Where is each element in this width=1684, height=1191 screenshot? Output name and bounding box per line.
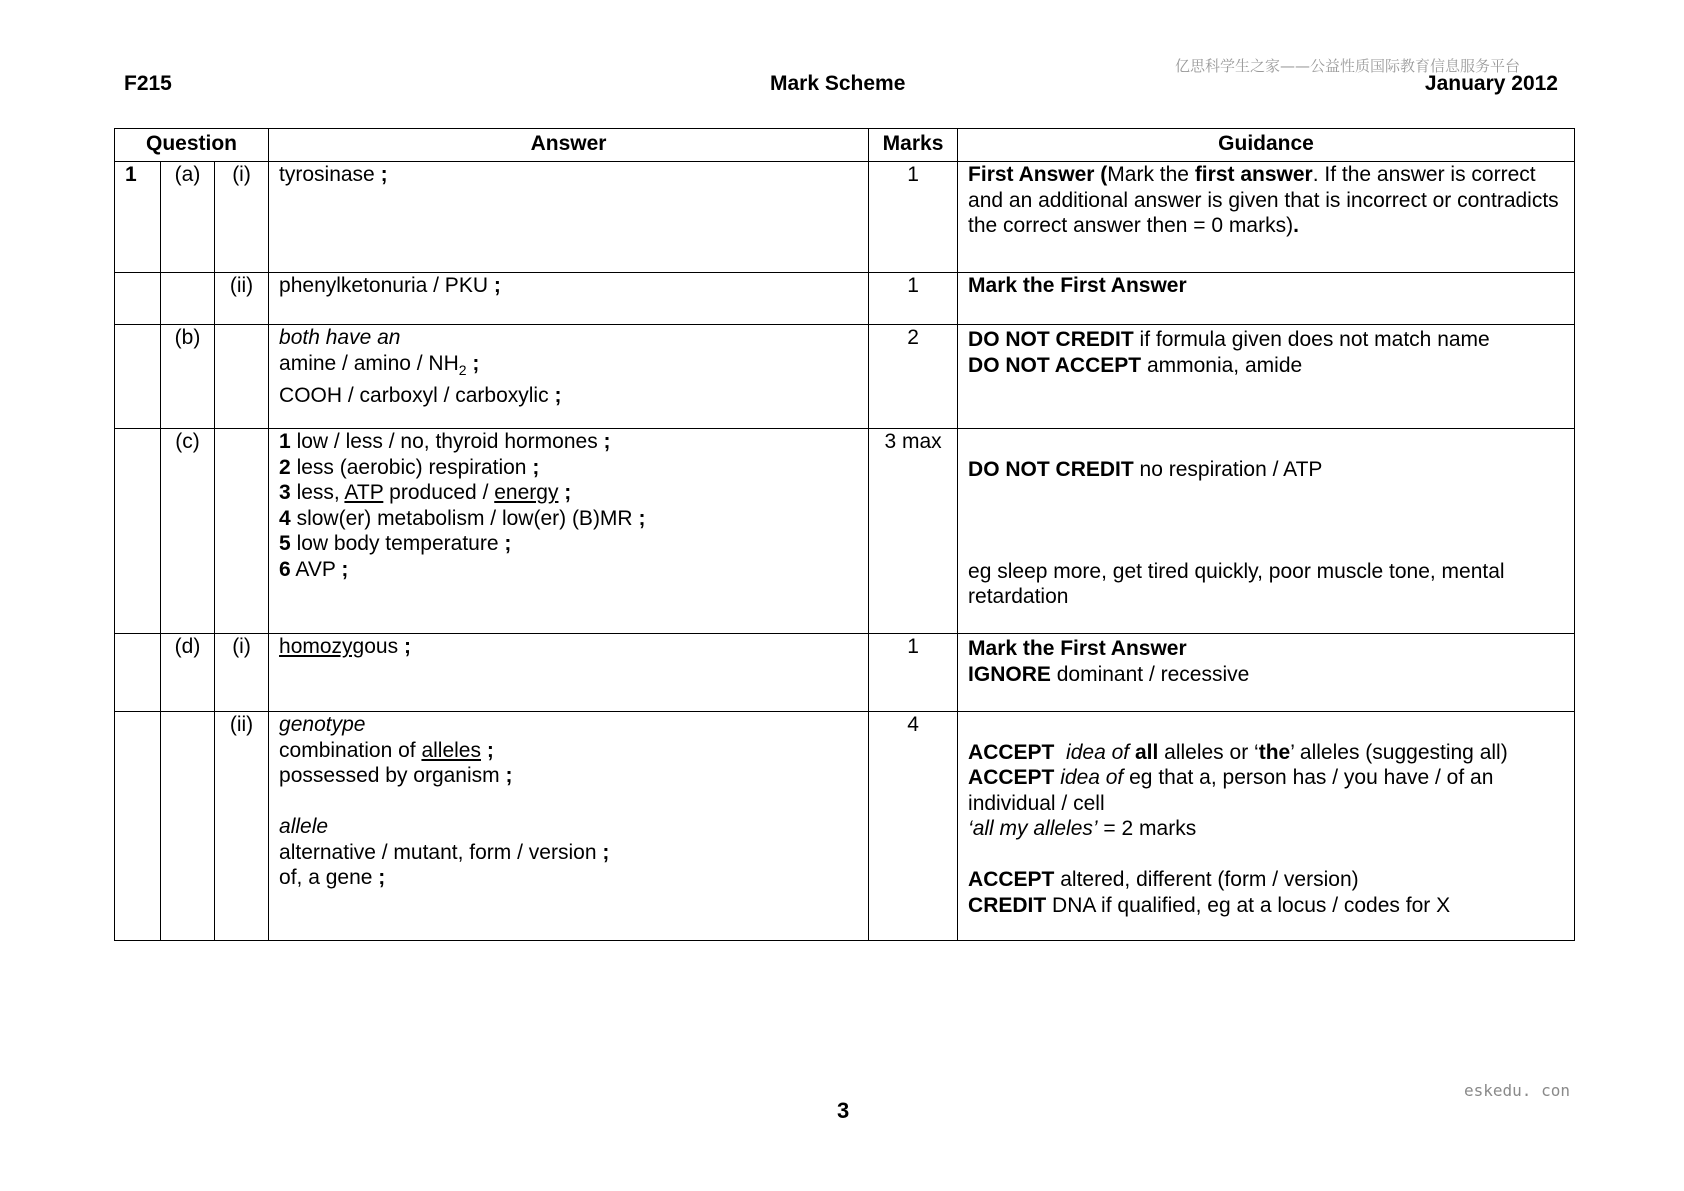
answer-text: phenylketonuria / PKU [279, 274, 488, 297]
guidance-bold: IGNORE [968, 662, 1051, 686]
subscript: 2 [458, 361, 467, 378]
spacer-line [968, 842, 1564, 868]
guidance-bold: DO NOT CREDIT [968, 328, 1134, 351]
answer-cell [269, 273, 869, 325]
guidance-text: ammonia, amide [1146, 353, 1303, 377]
guidance-text: alleles or ‘ [1158, 740, 1259, 764]
marking-point-separator: ; [486, 738, 494, 762]
answer-cell [269, 634, 869, 712]
marking-point-separator: ; [403, 635, 411, 658]
answer-text: tyrosinase [279, 163, 375, 186]
underlined-term: ATP [344, 481, 384, 504]
spacer-line [968, 533, 1564, 559]
table-header-row [115, 129, 1575, 162]
guidance-line [968, 816, 1564, 842]
question-part: (b) [161, 325, 215, 429]
marking-point [279, 506, 858, 532]
guidance-bold: the [1258, 740, 1291, 764]
question-number [115, 325, 161, 429]
marking-point-separator: ; [532, 455, 540, 479]
question-number [115, 429, 161, 634]
guidance-italic: ‘all my alleles’ [968, 817, 1098, 840]
guidance-bold: First Answer ( [968, 163, 1108, 186]
answer-text: less (aerobic) respiration [296, 455, 527, 479]
answer-line: allele [279, 815, 329, 838]
guidance-bold: ACCEPT [968, 740, 1055, 764]
answer-text: ous [364, 635, 399, 658]
answer-text: of, a gene [279, 866, 373, 889]
guidance-line [968, 765, 1564, 816]
table-row [115, 325, 1575, 429]
answer-text: combination of [279, 738, 422, 762]
answer-text: slow(er) metabolism / low(er) (B)MR [296, 506, 633, 530]
marking-point-separator: ; [602, 840, 610, 864]
question-subpart [215, 325, 269, 429]
guidance-cell [958, 162, 1575, 273]
answer-text: alternative / mutant, form / version [279, 840, 597, 864]
marking-point-number: 5 [279, 532, 291, 555]
answer-header: Answer [269, 129, 869, 162]
answer-line [279, 840, 858, 866]
guidance-line [968, 893, 1564, 919]
underlined-term: homozyg [279, 635, 365, 658]
answer-text: produced / [383, 481, 495, 504]
guidance-text: = 2 marks [1097, 817, 1197, 840]
marking-point-number: 1 [279, 430, 291, 453]
guidance-italic: idea of [1066, 740, 1130, 764]
table-row [115, 273, 1575, 325]
marking-point [279, 455, 858, 481]
marking-point-number: 2 [279, 455, 291, 479]
question-number [115, 634, 161, 712]
question-subpart: (ii) [215, 273, 269, 325]
table-row [115, 162, 1575, 273]
header-date: January 2012 [1424, 72, 1558, 95]
guidance-bold: all [1134, 740, 1159, 764]
answer-line [279, 351, 858, 384]
question-subpart: (ii) [215, 712, 269, 941]
question-subpart: (i) [215, 634, 269, 712]
guidance-bold: Mark the First Answer [968, 274, 1187, 297]
question-number [115, 273, 161, 325]
question-part: (d) [161, 634, 215, 712]
answer-text: low body temperature [296, 532, 499, 555]
table-row [115, 429, 1575, 634]
guidance-bold: ACCEPT [968, 766, 1055, 789]
answer-text: low / less / no, thyroid hormones [296, 430, 598, 453]
table-row [115, 634, 1575, 712]
guidance-bold: . [1293, 214, 1299, 237]
answer-line [279, 865, 858, 891]
answer-cell [269, 712, 869, 941]
marking-point-separator: ; [380, 163, 388, 186]
marks-cell: 4 [869, 712, 958, 941]
underlined-term: energy [494, 481, 559, 504]
marking-point-separator: ; [378, 866, 386, 889]
answer-text: amine / amino / NH [279, 351, 459, 375]
answer-line [279, 738, 858, 764]
question-number [115, 712, 161, 941]
underlined-term: alleles [421, 738, 481, 762]
mark-scheme-table [114, 128, 1575, 941]
guidance-text: if formula given does not match name [1139, 328, 1490, 351]
guidance-bold: first answer [1194, 163, 1313, 186]
answer-text: AVP [295, 557, 336, 581]
spacer-line [968, 508, 1564, 534]
guidance-text: DNA if qualified, eg at a locus / codes for X [1052, 893, 1451, 917]
guidance-text: eg sleep more, get tired quickly, poor muscle tone, mental retardation [968, 559, 1505, 608]
marking-point-separator: ; [554, 384, 562, 408]
marks-cell: 3 max [869, 429, 958, 634]
guidance-text: no respiration / ATP [1139, 457, 1323, 481]
answer-line [279, 383, 858, 409]
guidance-text: . If the answer is correct and an additional answer is given that is incorrect or contradicts the correct answer then = 0 marks) [968, 163, 1559, 237]
guidance-line [968, 740, 1564, 766]
guidance-bold: DO NOT CREDIT [968, 457, 1134, 481]
watermark-bottom: eskedu. con [1464, 1081, 1570, 1100]
marking-point [279, 429, 858, 455]
guidance-text: ’ alleles (suggesting all) [1290, 740, 1508, 764]
question-header: Question [115, 129, 269, 162]
guidance-text: Mark the [1107, 163, 1195, 186]
marking-point [279, 480, 858, 506]
guidance-text: eg that a, person has / you have / of an individual / cell [968, 766, 1494, 815]
question-subpart [215, 429, 269, 634]
guidance-line [968, 353, 1564, 379]
guidance-text: altered, different (form / version) [1060, 868, 1359, 891]
guidance-text: dominant / recessive [1056, 662, 1250, 686]
marks-header: Marks [869, 129, 958, 162]
answer-text: COOH / carboxyl / carboxylic [279, 384, 549, 408]
answer-line: genotype [279, 713, 366, 736]
marking-point-separator: ; [603, 430, 611, 453]
marking-point-separator: ; [472, 351, 480, 375]
answer-text: less, [296, 481, 345, 504]
marking-point-number: 4 [279, 506, 291, 530]
guidance-cell [958, 634, 1575, 712]
guidance-line [968, 867, 1564, 893]
guidance-bold: ACCEPT [968, 868, 1055, 891]
marking-point [279, 557, 858, 583]
marking-point [279, 531, 858, 557]
question-part: (a) [161, 162, 215, 273]
marks-cell: 1 [869, 162, 958, 273]
answer-text: possessed by organism [279, 764, 500, 787]
spacer-line [968, 714, 1564, 740]
watermark-top: 亿思科学生之家——公益性质国际教育信息服务平台 [1175, 57, 1521, 75]
question-part: (c) [161, 429, 215, 634]
table-row [115, 712, 1575, 941]
guidance-line [968, 457, 1564, 483]
guidance-bold: DO NOT ACCEPT [968, 353, 1142, 377]
question-part [161, 273, 215, 325]
marking-point-number: 6 [279, 557, 291, 581]
page-number: 3 [837, 1098, 850, 1123]
answer-line [279, 763, 858, 789]
guidance-cell [958, 273, 1575, 325]
guidance-cell [958, 325, 1575, 429]
marking-point-separator: ; [638, 506, 646, 530]
guidance-italic: idea of [1060, 766, 1124, 789]
header-title: Mark Scheme [770, 72, 906, 95]
spacer-line [279, 789, 858, 815]
answer-cell [269, 429, 869, 634]
answer-cell [269, 325, 869, 429]
guidance-header: Guidance [958, 129, 1575, 162]
marking-point-separator: ; [564, 481, 572, 504]
question-part [161, 712, 215, 941]
marking-point-separator: ; [504, 532, 512, 555]
marking-point-separator: ; [341, 557, 349, 581]
header-paper-code: F215 [124, 72, 172, 95]
marks-cell: 2 [869, 325, 958, 429]
guidance-line: Mark the First Answer [968, 637, 1187, 660]
question-number: 1 [115, 162, 161, 273]
guidance-line [968, 662, 1564, 688]
marks-cell: 1 [869, 273, 958, 325]
marking-point-separator: ; [493, 274, 501, 297]
guidance-cell [958, 429, 1575, 634]
guidance-cell [958, 712, 1575, 941]
spacer-line [968, 431, 1564, 457]
marks-cell: 1 [869, 634, 958, 712]
guidance-line [968, 327, 1564, 353]
marking-point-separator: ; [505, 764, 513, 787]
spacer-line [968, 482, 1564, 508]
answer-cell [269, 162, 869, 273]
guidance-bold: CREDIT [968, 893, 1047, 917]
marking-point-number: 3 [279, 481, 291, 504]
answer-line: both have an [279, 326, 401, 349]
question-subpart: (i) [215, 162, 269, 273]
